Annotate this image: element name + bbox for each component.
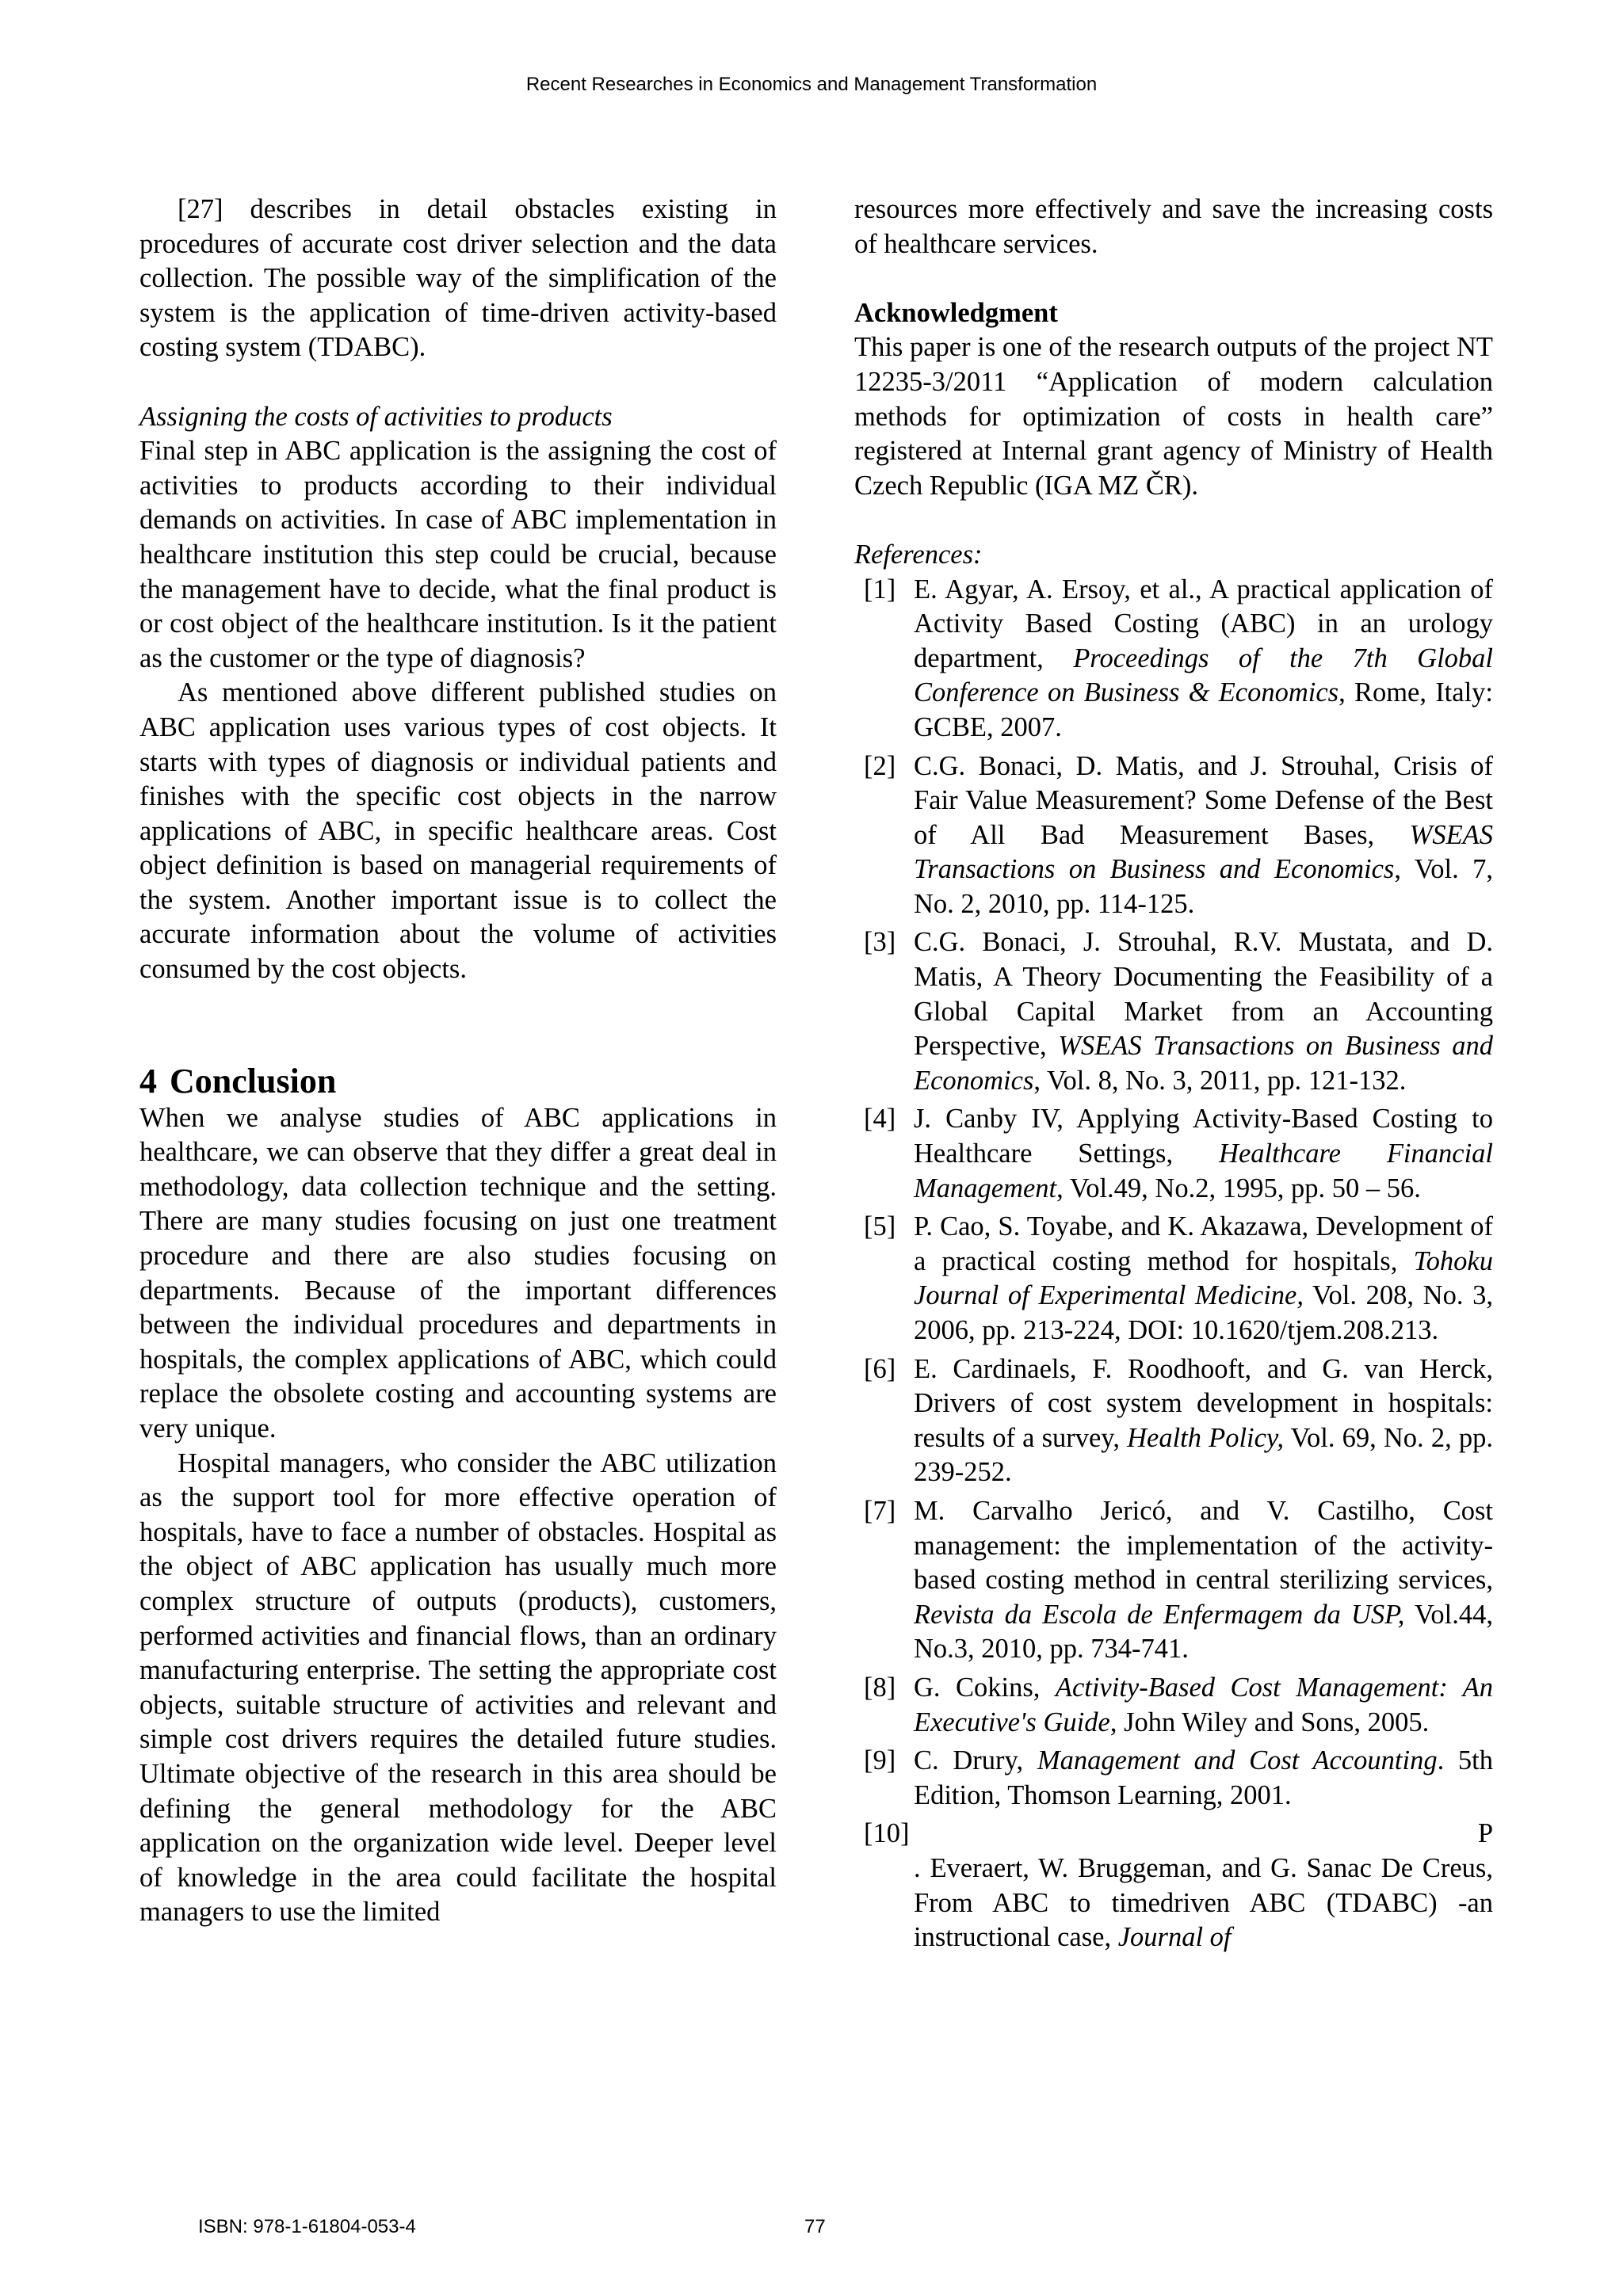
paragraph: As mentioned above different published studies on ABC application uses various types of cost objects. It starts with types of diagnosis or individual patients and finishes with the specific cost objects in the narrow applications of ABC, in specific healthcare areas. Cost object definition is based on managerial requirements of the system. Another important issue is to collect the accurate information about the volume of activities consumed by the cost objects. — [139, 677, 777, 985]
reference-source: Journal of — [1117, 1922, 1232, 1953]
left-column — [139, 193, 777, 1930]
reference-details: , Vol. 8, No. 3, 2011, pp. 121-132. — [1033, 1065, 1407, 1096]
reference-number: [7] — [864, 1495, 896, 1526]
running-head: Recent Researches in Economics and Management Transformation — [525, 74, 1098, 95]
reference-text: C. Drury, — [914, 1745, 1037, 1776]
reference-details: , Vol.49, No.2, 1995, pp. 50 – 56. — [1056, 1173, 1421, 1203]
reference-text: C.G. Bonaci, D. Matis, and J. Strouhal, Crisis of Fair Value Measurement? Some Defense of the Best of All Bad Measurement Bases, — [914, 750, 1493, 850]
reference-details: Vol. 208, No. 3, 2006, pp. 213-224, DOI: 10.1620/tjem.208.213. — [914, 1280, 1493, 1345]
reference-source: Management and Cost Accounting — [1037, 1745, 1438, 1776]
reference-source: Health Policy, — [1127, 1422, 1284, 1453]
paragraph-gap — [854, 261, 1493, 296]
paragraph: Hospital managers, who consider the ABC utilization as the support tool for more effective operation of hospitals, have to face a number of obstacles. Hospital as the object of ABC application has usually much more complex structure of outputs (products), customers, performed activities and financial flows, than an ordinary manufacturing enterprise. The setting the appropriate cost objects, suitable structure of activities and relevant and simple cost drivers requires the detailed future studies. Ultimate objective of the research in this area should be defining the general methodology for the ABC application on the organization wide level. Deeper level of knowledge in the area could facilitate the hospital managers to use the limited — [139, 1447, 777, 1928]
reference-text: . Everaert, W. Bruggeman, and G. Sanac De Creus, From ABC to timedriven ABC (TDABC) -an instructional case, — [914, 1852, 1493, 1953]
reference-item — [854, 573, 1493, 746]
reference-source: WSEAS Transactions on Business and Economics — [914, 819, 1493, 885]
reference-details: , Vol. 7, No. 2, 2010, pp. 114-125. — [914, 854, 1494, 919]
reference-text: M. Carvalho Jericó, and V. Castilho, Cost management: the implementation of the activity-based costing method in central sterilizing services, — [914, 1495, 1493, 1596]
reference-source: Healthcare Financial Management — [914, 1138, 1494, 1203]
reference-number: [3] — [864, 927, 896, 958]
references-heading: References: — [854, 539, 983, 570]
reference-text: G. Cokins, — [914, 1672, 1056, 1703]
reference-details: Vol.44, No.3, 2010, pp. 734-741. — [914, 1599, 1493, 1665]
reference-details: Vol. 69, No. 2, pp. 239-252. — [914, 1422, 1493, 1488]
reference-details: . 5th Edition, Thomson Learning, 2001. — [914, 1745, 1493, 1810]
reference-number: [4] — [864, 1104, 896, 1135]
reference-source: WSEAS Transactions on Business and Economics — [914, 1031, 1493, 1096]
section-title: Conclusion — [170, 1061, 337, 1100]
reference-source: Revista da Escola de Enfermagem da USP, — [914, 1599, 1405, 1630]
reference-item — [854, 1102, 1493, 1206]
paragraph: When we analyse studies of ABC applications in healthcare, we can observe that they differ a great deal in methodology, data collection technique and the setting. There are many studies focusing on just one treatment procedure and there are also studies focusing on departments. Because of the important differences between the individual procedures and departments in hospitals, the complex applications of ABC, which could replace the obsolete costing and accounting systems are very unique. — [139, 1102, 777, 1444]
reference-item — [854, 749, 1493, 922]
section-heading — [139, 1062, 777, 1101]
paragraph-gap — [854, 503, 1493, 538]
reference-text: P. Cao, S. Toyabe, and K. Akazawa, Development of a practical costing method for hospitals, — [914, 1211, 1493, 1276]
acknowledgment-heading: Acknowledgment — [854, 297, 1058, 328]
reference-item — [854, 1671, 1493, 1740]
page-number: 77 — [804, 2216, 826, 2237]
reference-text: E. Agyar, A. Ersoy, et al., A practical application of Activity Based Costing (ABC) in an urology department, — [914, 574, 1493, 673]
reference-item — [854, 1210, 1493, 1348]
reference-text: E. Cardinaels, F. Roodhooft, and G. van Herck, Drivers of cost system development in hospitals: results of a survey, — [914, 1353, 1493, 1453]
reference-source: Tohoku Journal of Experimental Medicine, — [914, 1245, 1493, 1311]
paragraph: Final step in ABC application is the assigning the cost of activities to products according to their individual demands on activities. In case of ABC implementation in healthcare institution this step could be crucial, because the management have to decide, what the final product is or cost object of the healthcare institution. Is it the patient as the customer or the type of diagnosis? — [139, 436, 777, 673]
reference-details: , John Wiley and Sons, 2005. — [1109, 1707, 1430, 1737]
reference-item — [854, 1744, 1493, 1813]
reference-source: Proceedings of the 7th Global Conference on Business & Economics — [914, 643, 1493, 708]
reference-number: [1] — [864, 574, 896, 605]
acknowledgment-text: This paper is one of the research outputs of the project NT 12235-3/2011 “Application of modern calculation methods for optimization of costs in health care” registered at Internal grant agency of Ministry of Health Czech Republic (IGA MZ ČR). — [854, 332, 1493, 501]
reference-number: [8] — [864, 1672, 896, 1703]
reference-number: [10] — [864, 1818, 910, 1849]
paragraph: resources more effectively and save the increasing costs of healthcare services. — [854, 194, 1493, 259]
paragraph: [27] describes in detail obstacles existing in procedures of accurate cost driver selection and the data collection. The possible way of the simplification of the system is the application of time-driven activity-based costing system (TDABC). — [139, 194, 777, 363]
reference-text: C.G. Bonaci, J. Strouhal, R.V. Mustata, and D. Matis, A Theory Documenting the Feasibility of a Global Capital Market from an Accounting Perspective, — [914, 927, 1493, 1062]
footer-isbn: ISBN: 978-1-61804-053-4 — [198, 2216, 416, 2237]
right-column — [854, 193, 1493, 1959]
reference-item — [854, 1494, 1493, 1667]
reference-list — [854, 573, 1493, 1955]
reference-number: [9] — [864, 1745, 896, 1776]
paragraph-gap — [139, 365, 777, 400]
reference-number: [5] — [864, 1211, 896, 1242]
reference-source: Activity-Based Cost Management: An Executive's Guide — [914, 1672, 1494, 1737]
reference-stray-letter: P — [1477, 1818, 1493, 1849]
reference-item — [854, 925, 1493, 1098]
reference-item — [854, 1352, 1493, 1490]
subheading: Assigning the costs of activities to products — [139, 401, 613, 432]
reference-details: , Rome, Italy: GCBE, 2007. — [914, 677, 1493, 742]
section-number: 4 — [139, 1061, 157, 1100]
reference-number: [6] — [864, 1353, 896, 1384]
reference-number: [2] — [864, 750, 896, 781]
reference-text: J. Canby IV, Applying Activity-Based Costing to Healthcare Settings, — [914, 1104, 1493, 1169]
reference-item — [854, 1817, 1493, 1955]
